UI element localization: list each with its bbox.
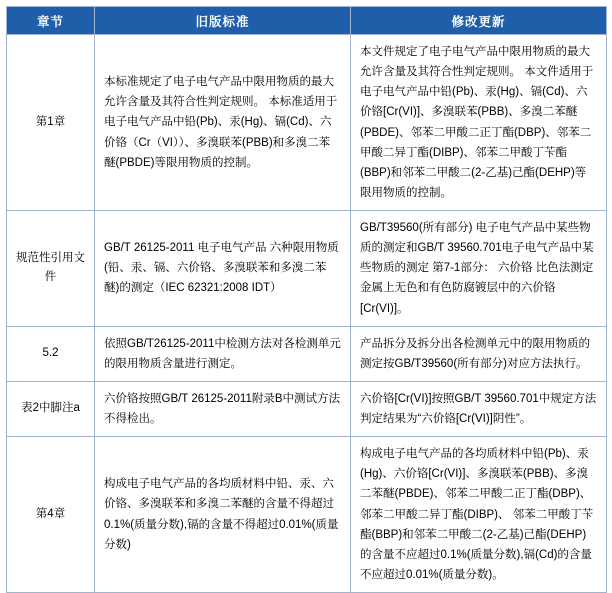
cell-chapter: 5.2 <box>7 326 95 381</box>
standard-revision-table <box>6 6 607 593</box>
table-header <box>7 7 607 35</box>
table-row <box>7 381 607 436</box>
cell-revision: 本文件规定了电子电气产品中限用物质的最大允许含量及其符合性判定规则。 本文件适用于电子电气产品中铅(Pb)、汞(Hg)、镉(Cd)、六价铬[Cr(VI)]、多溴联苯(PBB)、多溴二苯醚(PBDE)、邻苯二甲酸二正丁酯(DBP)、邻苯二甲酸二异丁酯(DIBP)、邻苯二甲酸丁苄酯(BBP)和邻苯二甲酸二(2-乙基)己酯(DEHP)等限用物质的控制。 <box>351 35 607 211</box>
column-header-revision: 修改更新 <box>351 7 607 35</box>
table-row <box>7 326 607 381</box>
cell-old-standard: 构成电子电气产品的各均质材料中铅、汞、六价铬、多溴联苯和多溴二苯醚的含量不得超过0.1%(质量分数),镉的含量不得超过0.01%(质量分数) <box>95 437 351 593</box>
cell-chapter: 表2中脚注a <box>7 381 95 436</box>
table-row <box>7 437 607 593</box>
cell-old-standard: 本标准规定了电子电气产品中限用物质的最大允许含量及其符合性判定规则。 本标准适用于电子电气产品中铅(Pb)、汞(Hg)、镉(Cd)、六价铬（Cr（VI））、多溴联苯(PBB)和多溴二苯醚(PBDE)等限用物质的控制。 <box>95 35 351 211</box>
cell-chapter: 规范性引用文件 <box>7 211 95 327</box>
column-header-old-standard: 旧版标准 <box>95 7 351 35</box>
table-body <box>7 35 607 593</box>
cell-revision: 产品拆分及拆分出各检测单元中的限用物质的测定按GB/T39560(所有部分)对应方法执行。 <box>351 326 607 381</box>
cell-revision: GB/T39560(所有部分) 电子电气产品中某些物质的测定和GB/T 39560.701电子电气产品中某些物质的测定 第7-1部分： 六价铬 比色法测定金属上无色和有色防腐镀层中的六价铬[Cr(VI)]。 <box>351 211 607 327</box>
table-header-row <box>7 7 607 35</box>
cell-old-standard: 依照GB/T26125-2011中检测方法对各检测单元的限用物质含量进行测定。 <box>95 326 351 381</box>
cell-revision: 构成电子电气产品的各均质材料中铅(Pb)、汞(Hg)、六价铬[Cr(VI)]、多溴联苯(PBB)、多溴二苯醚(PBDE)、邻苯二甲酸二正丁酯(DBP)、邻苯二甲酸二异丁酯(DIBP)、 邻苯二甲酸丁苄酯(BBP)和邻苯二甲酸二(2-乙基)己酯(DEHP)的含量不应超过0.1%(质量分数),镉(Cd)的含量不应超过0.01%(质量分数)。 <box>351 437 607 593</box>
cell-old-standard: 六价铬按照GB/T 26125-2011附录B中测试方法不得检出。 <box>95 381 351 436</box>
cell-revision: 六价铬[Cr(VI)]按照GB/T 39560.701中规定方法判定结果为“六价铬[Cr(VI)]阴性”。 <box>351 381 607 436</box>
cell-old-standard: GB/T 26125-2011 电子电气产品 六种限用物质(铅、汞、镉、六价铬、多溴联苯和多溴二苯醚)的测定（IEC 62321:2008 IDT） <box>95 211 351 327</box>
table-row <box>7 211 607 327</box>
cell-chapter: 第1章 <box>7 35 95 211</box>
cell-chapter: 第4章 <box>7 437 95 593</box>
column-header-chapter: 章节 <box>7 7 95 35</box>
table-row <box>7 35 607 211</box>
